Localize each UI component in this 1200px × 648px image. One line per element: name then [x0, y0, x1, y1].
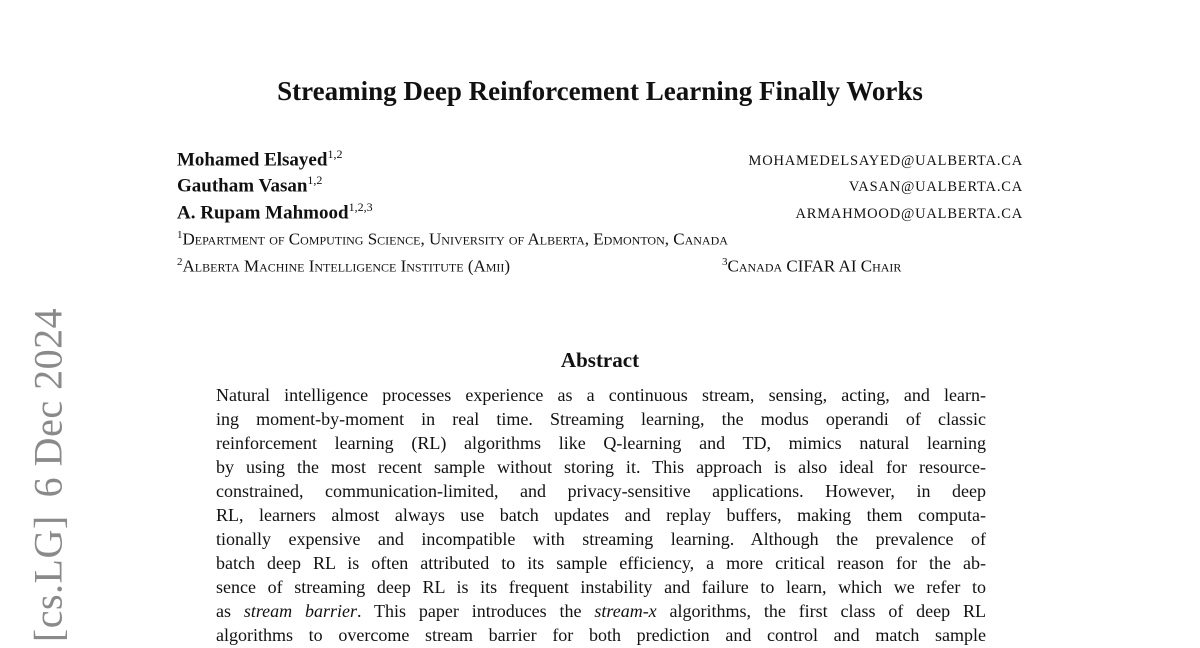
- abstract-line: by using the most recent sample without storing it. This approach is also ideal for resource-: [216, 457, 986, 477]
- abstract-line: reinforcement learning (RL) algorithms like Q-learning and TD, mimics natural learning: [216, 433, 986, 453]
- abstract-line: RL, learners almost always use batch updates and replay buffers, making them computa-: [216, 505, 986, 525]
- abstract-line: as stream barrier. This paper introduces the stream-x algorithms, the first class of deep RL: [216, 601, 987, 621]
- abstract-line: ing moment-by-moment in real time. Streaming learning, the modus operandi of classic: [216, 409, 986, 429]
- abstract-line: constrained, communication-limited, and privacy-sensitive applications. However, in deep: [216, 481, 986, 501]
- author-row: [177, 147, 1023, 171]
- abstract-body: [216, 383, 986, 647]
- affiliation-1: $^1$Department of Computing Science, University of Alberta, Edmonton, Canada: [177, 229, 728, 249]
- author-name: Gautham Vasan$^{1,2}$: [177, 173, 323, 197]
- arxiv-category: [cs.LG]: [25, 515, 71, 643]
- abstract-line: batch deep RL is often attributed to its sample efficiency, a more critical reason for the ab-: [216, 553, 986, 573]
- affiliation-2: $^2$Alberta Machine Intelligence Institute (Amii): [177, 256, 511, 276]
- abstract-line: tionally expensive and incompatible with streaming learning. Although the prevalence of: [216, 529, 986, 549]
- arxiv-date: 6 Dec 2024: [25, 307, 71, 498]
- abstract-line: algorithms to overcome stream barrier for both prediction and control and match sample: [216, 625, 986, 645]
- author-email[interactable]: VASAN@UALBERTA.CA: [848, 179, 1023, 196]
- abstract-line: Natural intelligence processes experience as a continuous stream, sensing, acting, and learn-: [216, 385, 986, 405]
- affiliation-3: $^3$Canada CIFAR AI Chair: [722, 256, 902, 276]
- author-name: Mohamed Elsayed$^{1,2}$: [177, 147, 343, 171]
- author-email[interactable]: ARMAHMOOD@UALBERTA.CA: [795, 206, 1023, 223]
- abstract-line: sence of streaming deep RL is its frequent instability and failure to learn, which we refer to: [216, 577, 986, 597]
- paper-title: Streaming Deep Reinforcement Learning Finally Works: [277, 76, 923, 106]
- author-row: [177, 200, 1023, 224]
- author-row: [177, 173, 1023, 197]
- author-name: A. Rupam Mahmood$^{1,2,3}$: [177, 200, 373, 224]
- author-email[interactable]: MOHAMEDELSAYED@UALBERTA.CA: [748, 153, 1023, 170]
- abstract-heading: Abstract: [560, 348, 640, 372]
